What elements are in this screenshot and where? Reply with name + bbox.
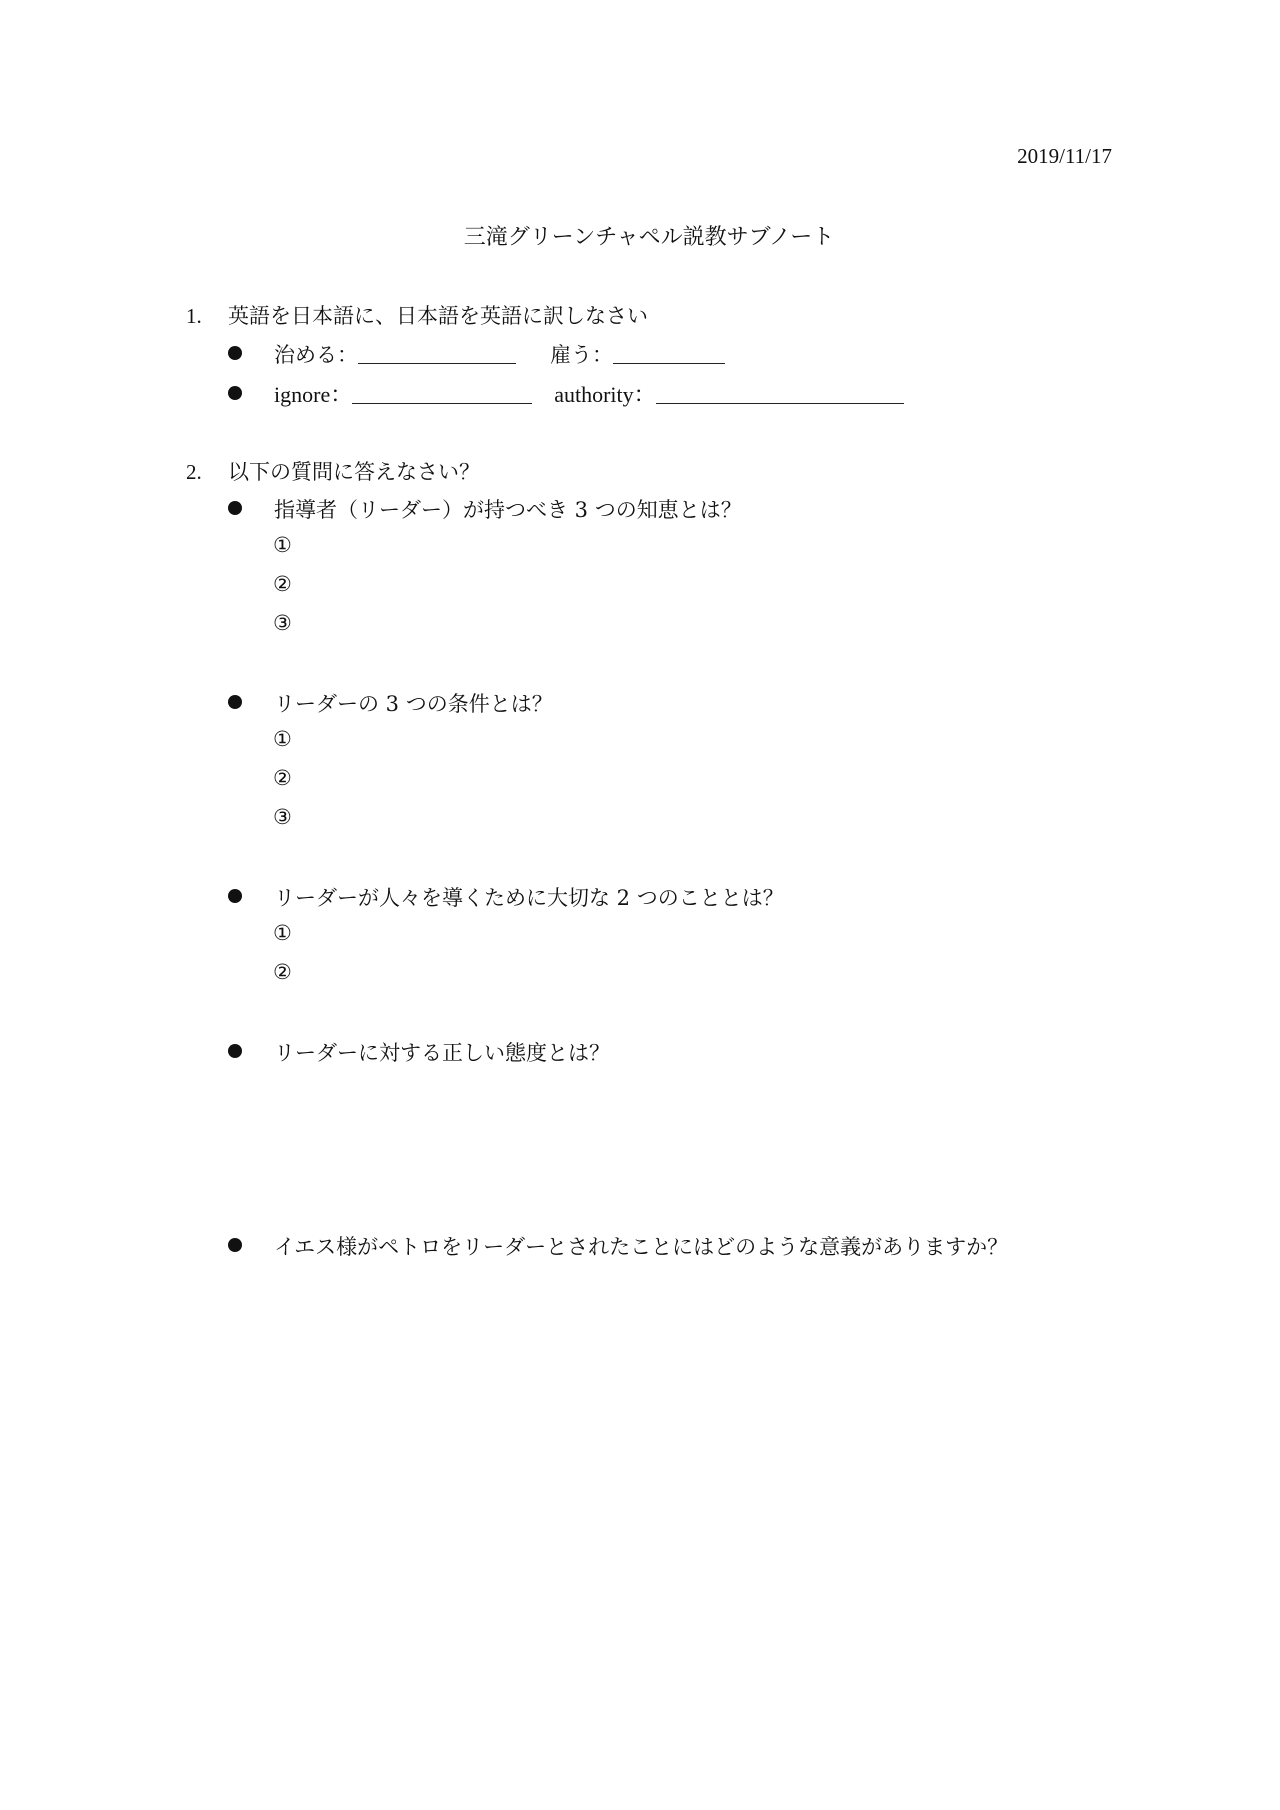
section-1-heading — [186, 300, 648, 330]
bullet-icon — [228, 1044, 242, 1058]
section-2-text: 以下の質問に答えなさい？ — [228, 460, 480, 484]
question-4 — [228, 1037, 610, 1067]
bullet-icon — [228, 889, 242, 903]
vocab-term-osameru: 治める： — [274, 343, 358, 367]
question-4-text: リーダーに対する正しい態度とは？ — [274, 1041, 610, 1065]
bullet-icon — [228, 501, 242, 515]
section-2-number: 2. — [186, 460, 202, 484]
answer-slot[interactable]: ① — [273, 727, 292, 751]
answer-slot[interactable]: ② — [273, 766, 292, 790]
question-2-text: リーダーの 3 つの条件とは？ — [274, 692, 553, 716]
answer-blank-osameru[interactable] — [358, 345, 516, 364]
question-1 — [228, 494, 742, 524]
bullet-icon — [228, 1238, 242, 1252]
vocab-term-authority: authority： — [554, 382, 656, 407]
question-5-text: イエス様がペトロをリーダーとされたことにはどのような意義がありますか？ — [274, 1235, 1009, 1259]
document-date: 2019/11/17 — [1017, 144, 1112, 168]
bullet-icon — [228, 695, 242, 709]
answer-slot[interactable]: ③ — [273, 805, 292, 829]
section-2-heading — [186, 456, 480, 486]
question-1-text: 指導者（リーダー）が持つべき 3 つの知恵とは？ — [274, 498, 742, 522]
question-2 — [228, 688, 553, 718]
document-title: 三滝グリーンチャペル説教サブノート — [463, 225, 835, 250]
answer-blank-authority[interactable] — [656, 385, 904, 404]
vocab-term-yatou: 雇う： — [550, 343, 613, 367]
section-1-text: 英語を日本語に、日本語を英語に訳しなさい — [228, 304, 648, 328]
vocab-row-1 — [228, 339, 725, 369]
section-1-number: 1. — [186, 304, 202, 328]
bullet-icon — [228, 346, 242, 360]
answer-slot[interactable]: ① — [273, 921, 292, 945]
answer-slot[interactable]: ③ — [273, 611, 292, 635]
bullet-icon — [228, 386, 242, 400]
question-5 — [228, 1231, 1008, 1261]
question-3 — [228, 882, 784, 912]
question-3-text: リーダーが人々を導くために大切な 2 つのこととは？ — [274, 886, 784, 910]
vocab-term-ignore: ignore： — [274, 382, 353, 407]
vocab-row-2 — [228, 378, 904, 409]
answer-blank-yatou[interactable] — [613, 345, 725, 364]
answer-blank-ignore[interactable] — [352, 385, 532, 404]
answer-slot[interactable]: ② — [273, 960, 292, 984]
answer-slot[interactable]: ① — [273, 533, 292, 557]
answer-slot[interactable]: ② — [273, 572, 292, 596]
